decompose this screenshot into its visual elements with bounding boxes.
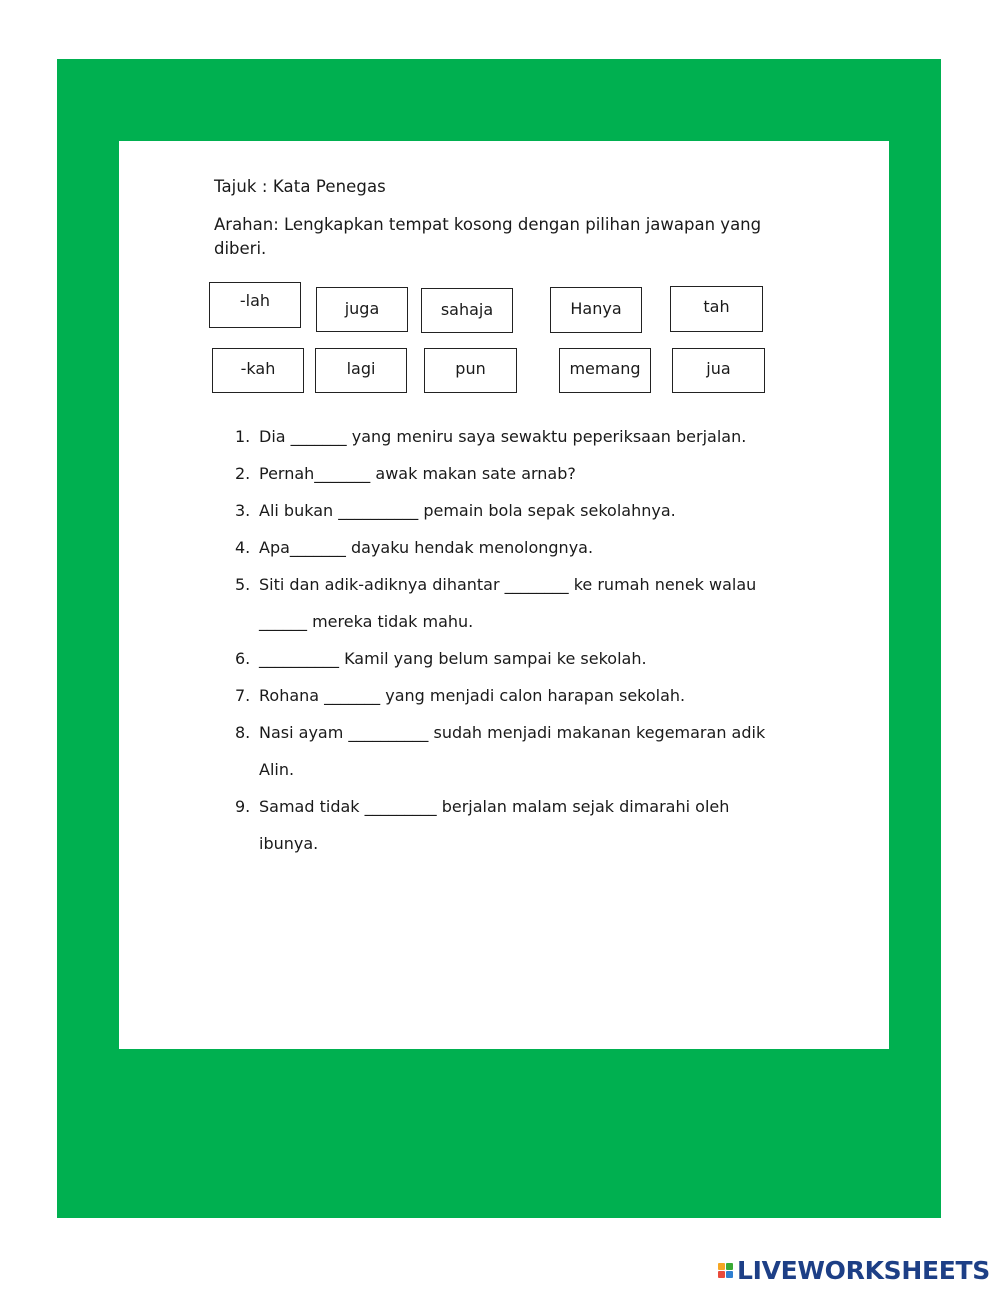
question-item: 3. Ali bukan __________ pemain bola sepak sekolahnya. [235,501,676,520]
question-item: 6. __________ Kamil yang belum sampai ke sekolah. [235,649,647,668]
word-box: Hanya [550,287,642,333]
question-text: Ali bukan __________ pemain bola sepak sekolahnya. [259,501,676,520]
word-box: pun [424,348,517,393]
question-item: 9. Samad tidak _________ berjalan malam sejak dimarahi oleh ibunya. [235,793,795,867]
question-text: Siti dan adik-adiknya dihantar ________ ke rumah nenek walau [259,575,757,594]
question-item: 1. Dia _______ yang meniru saya sewaktu peperiksaan berjalan. [235,427,747,446]
question-item: 4. Apa_______ dayaku hendak menolongnya. [235,538,594,557]
liveworksheets-logo [718,1255,990,1285]
question-text: Nasi ayam __________ sudah menjadi makanan kegemaran adik [259,723,766,742]
word-box: -kah [212,348,304,393]
logo-text: LIVEWORKSHEETS [736,1255,990,1285]
word-box: sahaja [421,288,513,333]
word-box: memang [559,348,651,393]
question-list [235,423,795,867]
word-box: lagi [315,348,407,393]
question-text: Pernah_______ awak makan sate arnab? [259,464,576,483]
question-text-continued: Alin. [259,760,295,779]
word-box: jua [672,348,765,393]
word-box: tah [670,286,763,332]
question-text-continued: ______ mereka tidak mahu. [259,612,474,631]
word-box: juga [316,287,408,332]
question-text: Samad tidak _________ berjalan malam sejak dimarahi oleh [259,797,730,816]
question-item: 2. Pernah_______ awak makan sate arnab? [235,464,576,483]
liveworksheets-logo-icon [718,1263,733,1278]
question-text: Dia _______ yang meniru saya sewaktu peperiksaan berjalan. [259,427,747,446]
worksheet-page [119,141,889,1049]
word-box: -lah [209,282,301,328]
question-item: 7. Rohana _______ yang menjadi calon harapan sekolah. [235,686,686,705]
question-text: Rohana _______ yang menjadi calon harapan sekolah. [259,686,686,705]
question-item: 8. Nasi ayam __________ sudah menjadi makanan kegemaran adik Alin. [235,719,795,793]
question-text: __________ Kamil yang belum sampai ke sekolah. [259,649,647,668]
question-item: 5. Siti dan adik-adiknya dihantar ________ ke rumah nenek walau ______ mereka tidak mahu. [235,571,795,645]
worksheet-title: Tajuk : Kata Penegas [214,177,386,196]
question-text-continued: ibunya. [259,834,319,853]
question-text: Apa_______ dayaku hendak menolongnya. [259,538,594,557]
worksheet-instruction: Arahan: Lengkapkan tempat kosong dengan pilihan jawapan yang diberi. [214,215,762,258]
